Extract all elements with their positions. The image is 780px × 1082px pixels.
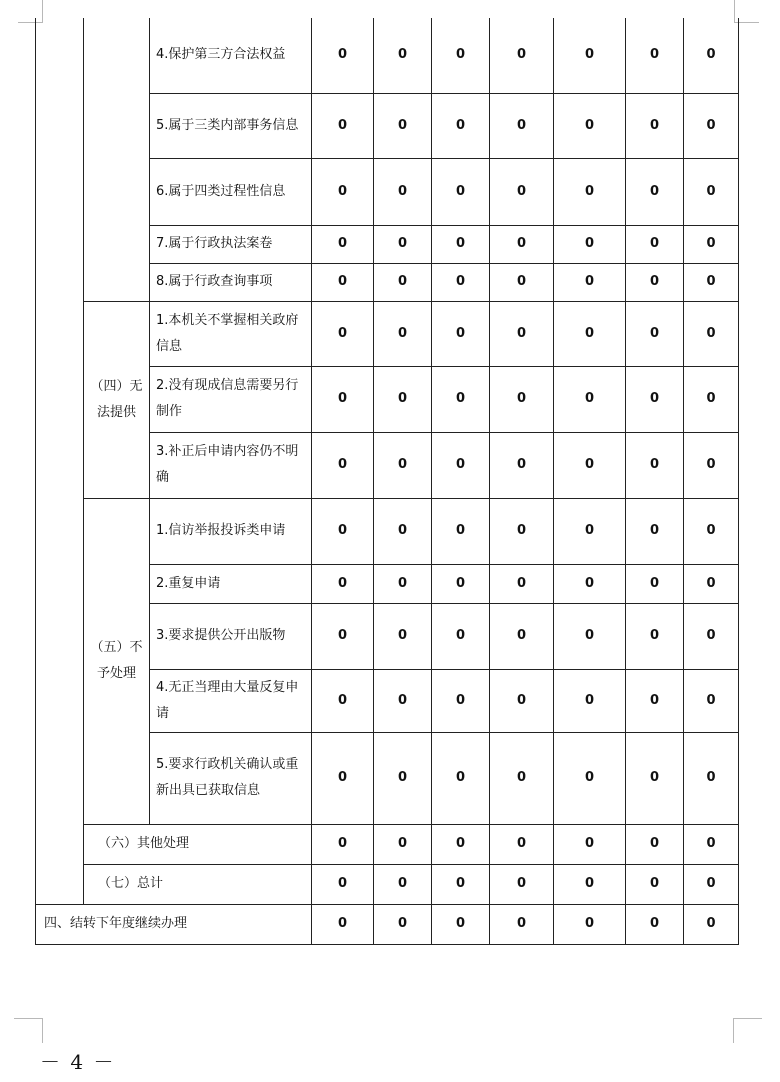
value-cell: 0 bbox=[490, 301, 554, 366]
row-label: 8.属于行政查询事项 bbox=[150, 263, 312, 301]
value-cell: 0 bbox=[554, 864, 626, 904]
row-label: 四、结转下年度继续办理 bbox=[36, 904, 312, 944]
value-cell: 0 bbox=[490, 366, 554, 432]
value-cell: 0 bbox=[432, 864, 490, 904]
value-cell: 0 bbox=[312, 301, 374, 366]
value-cell: 0 bbox=[554, 301, 626, 366]
value-cell: 0 bbox=[490, 732, 554, 824]
value-cell: 0 bbox=[374, 864, 432, 904]
statistics-table bbox=[35, 18, 739, 945]
value-cell: 0 bbox=[490, 432, 554, 498]
value-cell: 0 bbox=[490, 158, 554, 225]
value-cell: 0 bbox=[490, 564, 554, 603]
value-cell: 0 bbox=[490, 498, 554, 564]
value-cell: 0 bbox=[626, 301, 684, 366]
row-label: 4.保护第三方合法权益 bbox=[150, 18, 312, 93]
table-row bbox=[36, 864, 739, 904]
value-cell: 0 bbox=[312, 432, 374, 498]
value-cell: 0 bbox=[684, 904, 739, 944]
value-cell: 0 bbox=[626, 18, 684, 93]
value-cell: 0 bbox=[626, 864, 684, 904]
value-cell: 0 bbox=[312, 93, 374, 158]
value-cell: 0 bbox=[312, 732, 374, 824]
value-cell: 0 bbox=[554, 93, 626, 158]
value-cell: 0 bbox=[374, 93, 432, 158]
value-cell: 0 bbox=[626, 366, 684, 432]
value-cell: 0 bbox=[626, 225, 684, 263]
value-cell: 0 bbox=[374, 669, 432, 732]
value-cell: 0 bbox=[312, 498, 374, 564]
value-cell: 0 bbox=[374, 18, 432, 93]
value-cell: 0 bbox=[432, 824, 490, 864]
value-cell: 0 bbox=[432, 18, 490, 93]
value-cell: 0 bbox=[626, 564, 684, 603]
value-cell: 0 bbox=[432, 158, 490, 225]
value-cell: 0 bbox=[312, 603, 374, 669]
value-cell: 0 bbox=[684, 864, 739, 904]
value-cell: 0 bbox=[684, 432, 739, 498]
crop-mark-bottom-right bbox=[733, 1018, 762, 1043]
crop-mark-bottom-left bbox=[14, 1018, 43, 1043]
value-cell: 0 bbox=[432, 301, 490, 366]
value-cell: 0 bbox=[490, 669, 554, 732]
table-row bbox=[36, 498, 739, 564]
value-cell: 0 bbox=[432, 498, 490, 564]
value-cell: 0 bbox=[554, 564, 626, 603]
value-cell: 0 bbox=[374, 603, 432, 669]
value-cell: 0 bbox=[490, 225, 554, 263]
value-cell: 0 bbox=[626, 498, 684, 564]
row-label: 5.要求行政机关确认或重新出具已获取信息 bbox=[150, 732, 312, 824]
row-label: 3.要求提供公开出版物 bbox=[150, 603, 312, 669]
value-cell: 0 bbox=[554, 904, 626, 944]
value-cell: 0 bbox=[312, 564, 374, 603]
value-cell: 0 bbox=[374, 301, 432, 366]
row-label: 1.信访举报投诉类申请 bbox=[150, 498, 312, 564]
value-cell: 0 bbox=[432, 366, 490, 432]
page-number: － 4 － bbox=[40, 1050, 116, 1074]
value-cell: 0 bbox=[626, 432, 684, 498]
value-cell: 0 bbox=[374, 158, 432, 225]
row-label: 7.属于行政执法案卷 bbox=[150, 225, 312, 263]
value-cell: 0 bbox=[490, 864, 554, 904]
value-cell: 0 bbox=[626, 93, 684, 158]
value-cell: 0 bbox=[626, 732, 684, 824]
value-cell: 0 bbox=[554, 824, 626, 864]
value-cell: 0 bbox=[684, 669, 739, 732]
value-cell: 0 bbox=[312, 904, 374, 944]
value-cell: 0 bbox=[312, 158, 374, 225]
value-cell: 0 bbox=[490, 18, 554, 93]
value-cell: 0 bbox=[374, 732, 432, 824]
value-cell: 0 bbox=[374, 498, 432, 564]
value-cell: 0 bbox=[554, 603, 626, 669]
value-cell: 0 bbox=[626, 263, 684, 301]
value-cell: 0 bbox=[432, 263, 490, 301]
value-cell: 0 bbox=[554, 432, 626, 498]
value-cell: 0 bbox=[312, 366, 374, 432]
value-cell: 0 bbox=[432, 904, 490, 944]
value-cell: 0 bbox=[626, 603, 684, 669]
value-cell: 0 bbox=[554, 263, 626, 301]
value-cell: 0 bbox=[626, 904, 684, 944]
value-cell: 0 bbox=[374, 366, 432, 432]
value-cell: 0 bbox=[432, 669, 490, 732]
table-row bbox=[36, 904, 739, 944]
row-label: 2.没有现成信息需要另行制作 bbox=[150, 366, 312, 432]
value-cell: 0 bbox=[626, 824, 684, 864]
value-cell: 0 bbox=[432, 564, 490, 603]
table-row bbox=[36, 824, 739, 864]
value-cell: 0 bbox=[312, 18, 374, 93]
value-cell: 0 bbox=[626, 158, 684, 225]
table-row bbox=[36, 18, 739, 93]
value-cell: 0 bbox=[312, 263, 374, 301]
value-cell: 0 bbox=[432, 732, 490, 824]
value-cell: 0 bbox=[374, 564, 432, 603]
value-cell: 0 bbox=[684, 824, 739, 864]
value-cell: 0 bbox=[312, 669, 374, 732]
value-cell: 0 bbox=[554, 225, 626, 263]
row-label: 5.属于三类内部事务信息 bbox=[150, 93, 312, 158]
value-cell: 0 bbox=[432, 603, 490, 669]
value-cell: 0 bbox=[490, 824, 554, 864]
value-cell: 0 bbox=[684, 498, 739, 564]
row-label: 1.本机关不掌握相关政府信息 bbox=[150, 301, 312, 366]
value-cell: 0 bbox=[684, 732, 739, 824]
group-label-not-processed: （五）不予处理 bbox=[84, 498, 150, 824]
value-cell: 0 bbox=[312, 864, 374, 904]
value-cell: 0 bbox=[684, 301, 739, 366]
value-cell: 0 bbox=[432, 225, 490, 263]
value-cell: 0 bbox=[490, 263, 554, 301]
group-label-unable-to-provide: （四）无法提供 bbox=[84, 301, 150, 498]
value-cell: 0 bbox=[554, 158, 626, 225]
row-label: 4.无正当理由大量反复申请 bbox=[150, 669, 312, 732]
value-cell: 0 bbox=[684, 93, 739, 158]
outer-category-cell bbox=[36, 18, 84, 904]
value-cell: 0 bbox=[554, 669, 626, 732]
value-cell: 0 bbox=[374, 225, 432, 263]
row-label: （六）其他处理 bbox=[84, 824, 312, 864]
value-cell: 0 bbox=[554, 18, 626, 93]
value-cell: 0 bbox=[312, 824, 374, 864]
row-label: 6.属于四类过程性信息 bbox=[150, 158, 312, 225]
value-cell: 0 bbox=[684, 18, 739, 93]
row-label: 3.补正后申请内容仍不明确 bbox=[150, 432, 312, 498]
group-cell-continued bbox=[84, 18, 150, 301]
value-cell: 0 bbox=[554, 732, 626, 824]
value-cell: 0 bbox=[684, 158, 739, 225]
value-cell: 0 bbox=[684, 263, 739, 301]
value-cell: 0 bbox=[554, 498, 626, 564]
value-cell: 0 bbox=[554, 366, 626, 432]
row-label: （七）总计 bbox=[84, 864, 312, 904]
value-cell: 0 bbox=[684, 564, 739, 603]
value-cell: 0 bbox=[374, 263, 432, 301]
table-row bbox=[36, 301, 739, 366]
value-cell: 0 bbox=[490, 603, 554, 669]
value-cell: 0 bbox=[684, 225, 739, 263]
value-cell: 0 bbox=[490, 93, 554, 158]
value-cell: 0 bbox=[626, 669, 684, 732]
value-cell: 0 bbox=[374, 904, 432, 944]
value-cell: 0 bbox=[684, 603, 739, 669]
value-cell: 0 bbox=[374, 824, 432, 864]
value-cell: 0 bbox=[684, 366, 739, 432]
value-cell: 0 bbox=[432, 432, 490, 498]
value-cell: 0 bbox=[490, 904, 554, 944]
value-cell: 0 bbox=[312, 225, 374, 263]
value-cell: 0 bbox=[432, 93, 490, 158]
row-label: 2.重复申请 bbox=[150, 564, 312, 603]
value-cell: 0 bbox=[374, 432, 432, 498]
